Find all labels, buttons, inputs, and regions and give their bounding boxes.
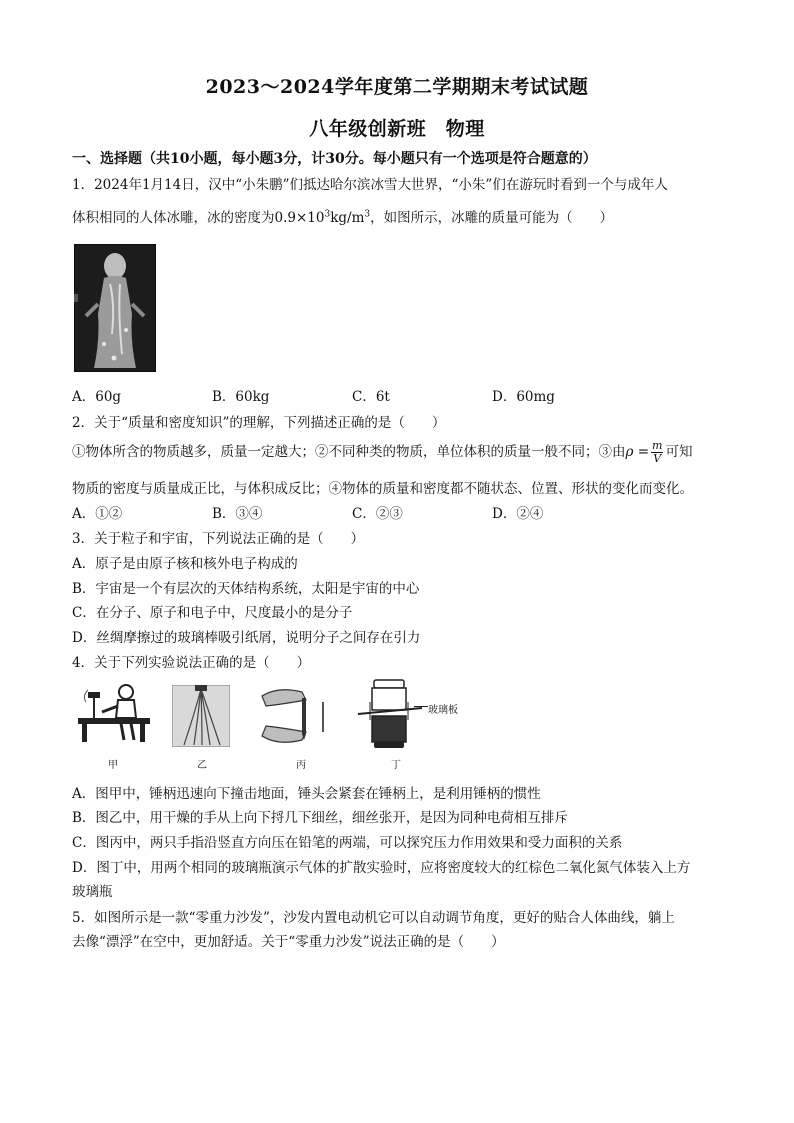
exam-title: 2023～2024学年度第二学期期末考试试题 — [205, 76, 589, 98]
caption-jia: 甲 — [108, 760, 118, 771]
figure-jia-hammer — [72, 682, 156, 746]
q2-option-b[interactable]: B．③④ — [212, 506, 263, 522]
q1-line2-pre: 体积相同的人体冰雕，冰的密度为 — [72, 210, 275, 226]
density-formula-lhs: ρ = — [625, 444, 650, 460]
density-unit-exponent: 3 — [364, 209, 371, 220]
q1-option-d[interactable]: D．60mg — [492, 389, 555, 405]
glass-plate-label: 玻璃板 — [428, 705, 458, 716]
caption-ding: 丁 — [391, 760, 401, 771]
caption-bing: 丙 — [296, 760, 306, 771]
q2-option-a[interactable]: A．①② — [72, 506, 123, 522]
q2-line2-post: 可知 — [665, 444, 693, 460]
q4-option-d-continued: 玻璃瓶 — [72, 884, 113, 900]
q4-option-d[interactable]: D．图丁中，用两个相同的玻璃瓶演示气体的扩散实验时，应将密度较大的红棕色二氧化氮气体装入上方 — [72, 860, 691, 876]
figure-ding-diffusion-jars — [356, 678, 424, 750]
q4-option-c[interactable]: C．图丙中，两只手指沿竖直方向压在铅笔的两端，可以探究压力作用效果和受力面积的关系 — [72, 835, 623, 851]
exam-subtitle: 八年级创新班 物理 — [309, 118, 485, 140]
q3-option-d[interactable]: D．丝绸摩擦过的玻璃棒吸引纸屑，说明分子之间存在引力 — [72, 630, 421, 646]
ice-sculpture-photo — [74, 244, 156, 372]
caption-yi: 乙 — [197, 760, 207, 771]
section-heading: 一、选择题（共10小题，每小题3分，计30分。每小题只有一个选项是符合题意的） — [72, 151, 597, 167]
formula-numerator: m — [652, 439, 663, 452]
density-unit: kg/m — [330, 210, 365, 226]
density-formula-fraction — [651, 440, 663, 465]
q1-line1: 1．2024年1月14日，汉中“小朱鹏”们抵达哈尔滨冰雪大世界，“小朱”们在游玩时看到一个与成年人 — [72, 177, 668, 193]
q1-option-a[interactable]: A．60g — [72, 389, 122, 405]
q1-line2-post: ，如图所示，冰雕的质量可能为（ ） — [370, 210, 614, 226]
q4-stem: 4．关于下列实验说法正确的是（ ） — [72, 655, 311, 671]
q5-line1: 5．如图所示是一款“零重力沙发”，沙发内置电动机它可以自动调节角度，更好的贴合人体曲线，躺上 — [72, 910, 675, 926]
q4-option-a[interactable]: A．图甲中，锤柄迅速向下撞击地面，锤头会紧套在锤柄上，是利用锤柄的惯性 — [72, 786, 541, 802]
q2-line2-pre: ①物体所含的物质越多，质量一定越大；②不同种类的物质，单位体积的质量一般不同；③由 — [72, 444, 626, 460]
q2-line1: 2．关于“质量和密度知识”的理解，下列描述正确的是（ ） — [72, 415, 446, 431]
density-value: 0.9×10 — [274, 210, 325, 226]
figure-bing-pencil — [258, 684, 332, 750]
q1-line2 — [72, 206, 613, 226]
q2-line2 — [72, 440, 692, 465]
q2-option-c[interactable]: C．②③ — [352, 506, 403, 522]
q1-option-c[interactable]: C．6t — [352, 389, 390, 405]
glass-plate-pointer — [414, 706, 428, 707]
figure-yi-threads — [172, 685, 230, 747]
formula-denominator: V — [653, 452, 662, 465]
q5-line2: 去像“漂浮”在空中，更加舒适。关于“零重力沙发”说法正确的是（ ） — [72, 934, 505, 950]
q1-option-b[interactable]: B．60kg — [212, 389, 270, 405]
q2-option-d[interactable]: D．②④ — [492, 506, 544, 522]
q3-stem: 3．关于粒子和宇宙，下列说法正确的是（ ） — [72, 531, 365, 547]
q3-option-b[interactable]: B．宇宙是一个有层次的天体结构系统，太阳是宇宙的中心 — [72, 581, 420, 597]
q3-option-a[interactable]: A．原子是由原子核和核外电子构成的 — [72, 556, 298, 572]
density-exponent: 3 — [324, 209, 331, 220]
q4-option-b[interactable]: B．图乙中，用干燥的手从上向下捋几下细丝，细丝张开，是因为同种电荷相互排斥 — [72, 810, 568, 826]
q3-option-c[interactable]: C．在分子、原子和电子中，尺度最小的是分子 — [72, 605, 353, 621]
q2-line3: 物质的密度与质量成正比，与体积成反比；④物体的质量和密度都不随状态、位置、形状的变化而变化。 — [72, 481, 693, 497]
